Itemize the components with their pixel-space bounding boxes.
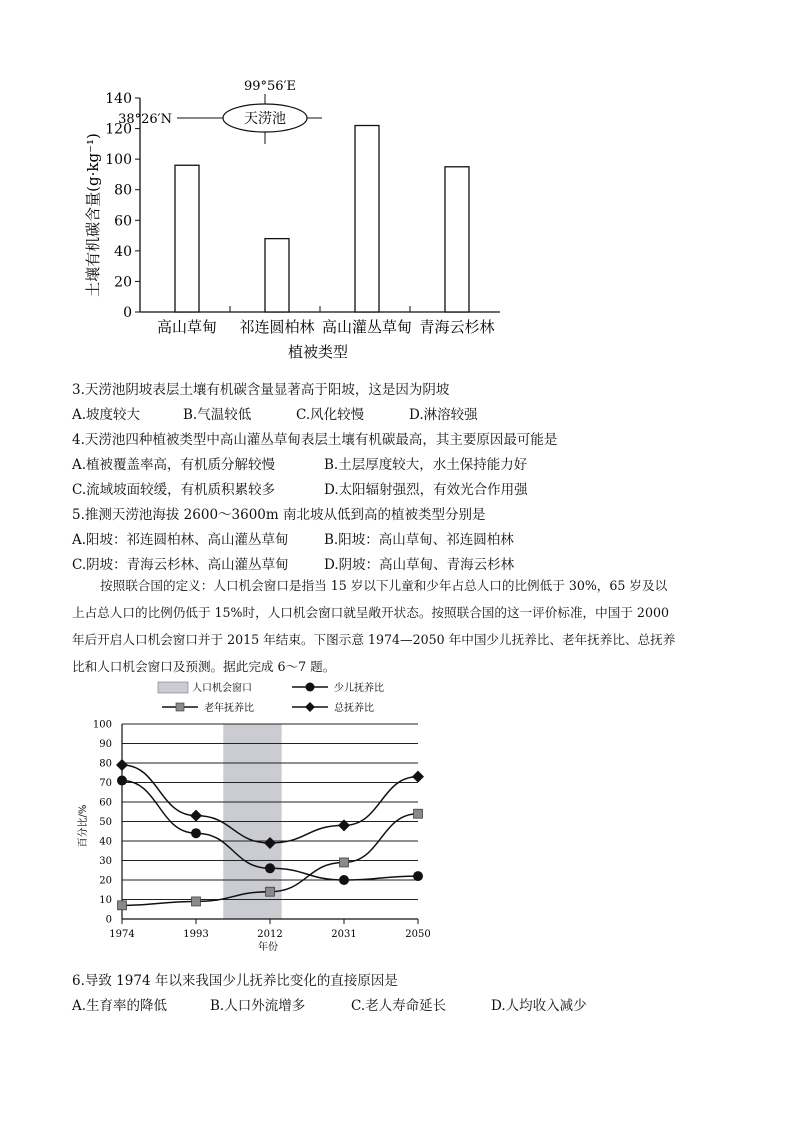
passage bbox=[72, 572, 742, 680]
y-tick-label: 120 bbox=[105, 121, 132, 138]
passage-line: 年后开启人口机会窗口并于 2015 年结束。下图示意 1974—2050 年中国少儿抚养比、老年抚养比、总抚养 bbox=[72, 632, 676, 647]
dependency-ratio-line-chart bbox=[70, 676, 450, 956]
legend bbox=[158, 681, 384, 714]
y-axis-label: 土壤有机碳含量(g·kg⁻¹) bbox=[84, 133, 102, 297]
x-tick-label: 1993 bbox=[183, 929, 209, 940]
q5-option-c: C.阴坡：青海云杉林、高山灌丛草甸 bbox=[72, 557, 289, 573]
child-ratio-point bbox=[339, 875, 349, 885]
x-axis-label: 植被类型 bbox=[287, 343, 349, 361]
x-axis-label: 年份 bbox=[258, 942, 278, 953]
q6-option-a: A.生育率的降低 bbox=[72, 998, 168, 1014]
legend-total-marker bbox=[305, 702, 315, 712]
legend-elderly-label: 老年抚养比 bbox=[204, 703, 254, 714]
y-tick-label: 70 bbox=[99, 778, 112, 789]
q3-stem: 3.天涝池阴坡表层土壤有机碳含量显著高于阳坡，这是因为阴坡 bbox=[72, 382, 450, 398]
x-tick-label: 1974 bbox=[109, 929, 135, 940]
y-tick-label: 50 bbox=[99, 817, 112, 828]
lake-location-annotation bbox=[118, 79, 322, 144]
legend-child-label: 少儿抚养比 bbox=[334, 683, 384, 694]
y-tick-label: 80 bbox=[99, 758, 112, 770]
child-ratio-point bbox=[191, 828, 201, 838]
y-tick-label: 80 bbox=[114, 182, 132, 199]
q4-option-b: B.土层厚度较大，水土保持能力好 bbox=[324, 457, 528, 473]
y-tick-label: 100 bbox=[105, 152, 132, 169]
y-tick-label: 40 bbox=[114, 243, 132, 260]
q6-stem: 6.导致 1974 年以来我国少儿抚养比变化的直接原因是 bbox=[72, 973, 398, 989]
passage-line: 上占总人口的比例仍低于 15%时，人口机会窗口就呈敞开状态。按照联合国的这一评价标准，中国于 2000 bbox=[72, 605, 669, 620]
q4-option-c: C.流域坡面较缓，有机质积累较多 bbox=[72, 482, 276, 498]
y-tick-label: 140 bbox=[105, 91, 132, 107]
y-tick-label: 60 bbox=[99, 797, 112, 809]
legend-window-label: 人口机会窗口 bbox=[192, 683, 252, 694]
latitude-label: 38°26′N bbox=[118, 112, 172, 127]
y-tick-label: 40 bbox=[99, 836, 112, 848]
elderly-ratio-point bbox=[414, 809, 423, 818]
y-tick-label: 20 bbox=[114, 274, 132, 291]
y-tick-label: 10 bbox=[99, 895, 112, 906]
total-ratio-point bbox=[116, 759, 128, 771]
q5-option-b: B.阳坡：高山草甸、祁连圆柏林 bbox=[324, 532, 514, 548]
q3-option-b: B.气温较低 bbox=[183, 407, 252, 423]
q3-option-c: C.风化较慢 bbox=[296, 407, 365, 423]
x-tick-label: 高山灌丛草甸 bbox=[321, 318, 413, 336]
elderly-ratio-point bbox=[340, 858, 349, 867]
x-tick-label: 青海云杉林 bbox=[419, 318, 495, 336]
bar bbox=[175, 165, 199, 312]
child-ratio-point bbox=[265, 863, 275, 873]
child-ratio-point bbox=[117, 776, 127, 786]
x-tick-label: 2031 bbox=[331, 929, 357, 940]
x-tick-label: 2050 bbox=[405, 929, 431, 940]
x-tick-label: 高山草甸 bbox=[156, 318, 218, 336]
lake-name: 天涝池 bbox=[244, 111, 286, 127]
y-tick-label: 0 bbox=[123, 305, 132, 321]
y-tick-label: 30 bbox=[99, 856, 112, 867]
legend-elderly-marker bbox=[176, 703, 184, 711]
longitude-label: 99°56′E bbox=[243, 79, 297, 94]
x-tick-label: 祁连圆柏林 bbox=[239, 318, 315, 336]
y-axis-label: 百分比/% bbox=[78, 804, 89, 848]
legend-total-label: 总抚养比 bbox=[334, 703, 374, 714]
q5-option-d: D.阴坡：高山草甸、青海云杉林 bbox=[324, 557, 515, 573]
legend-window-swatch bbox=[158, 682, 188, 693]
y-tick-label: 0 bbox=[105, 914, 112, 926]
elderly-ratio-point bbox=[118, 901, 127, 910]
y-tick-label: 20 bbox=[99, 875, 112, 887]
y-tick-label: 60 bbox=[114, 213, 132, 230]
y-tick-label: 100 bbox=[92, 719, 112, 731]
q3-option-d: D.淋溶较强 bbox=[409, 407, 478, 423]
q6-option-c: C.老人寿命延长 bbox=[351, 998, 447, 1014]
elderly-ratio-point bbox=[266, 887, 275, 896]
x-tick-label: 2012 bbox=[257, 929, 283, 940]
passage-line: 比和人口机会窗口及预测。据此完成 6～7 题。 bbox=[72, 659, 336, 674]
soil-carbon-bar-chart bbox=[60, 70, 580, 370]
total-ratio-point bbox=[412, 771, 424, 783]
q3-option-a: A.坡度较大 bbox=[72, 407, 141, 423]
y-tick-label: 90 bbox=[99, 739, 112, 750]
q5-stem: 5.推测天涝池海拔 2600～3600m 南北坡从低到高的植被类型分别是 bbox=[72, 507, 486, 523]
bar bbox=[445, 167, 469, 312]
child-ratio-point bbox=[413, 871, 423, 881]
q4-option-a: A.植被覆盖率高，有机质分解较慢 bbox=[72, 457, 276, 473]
elderly-ratio-point bbox=[192, 897, 201, 906]
q4-option-d: D.太阳辐射强烈，有效光合作用强 bbox=[324, 482, 528, 498]
q6-option-d: D.人均收入减少 bbox=[491, 998, 587, 1014]
q5-option-a: A.阳坡：祁连圆柏林、高山灌丛草甸 bbox=[72, 532, 289, 548]
bar bbox=[265, 239, 289, 312]
total-ratio-point bbox=[190, 810, 202, 822]
q4-stem: 4.天涝池四种植被类型中高山灌丛草甸表层土壤有机碳最高，其主要原因最可能是 bbox=[72, 432, 558, 448]
legend-child-marker bbox=[306, 683, 315, 692]
q6-option-b: B.人口外流增多 bbox=[210, 998, 306, 1014]
passage-line: 按照联合国的定义：人口机会窗口是指当 15 岁以下儿童和少年占总人口的比例低于 30%，65 岁及以 bbox=[100, 578, 668, 593]
bar bbox=[355, 126, 379, 312]
